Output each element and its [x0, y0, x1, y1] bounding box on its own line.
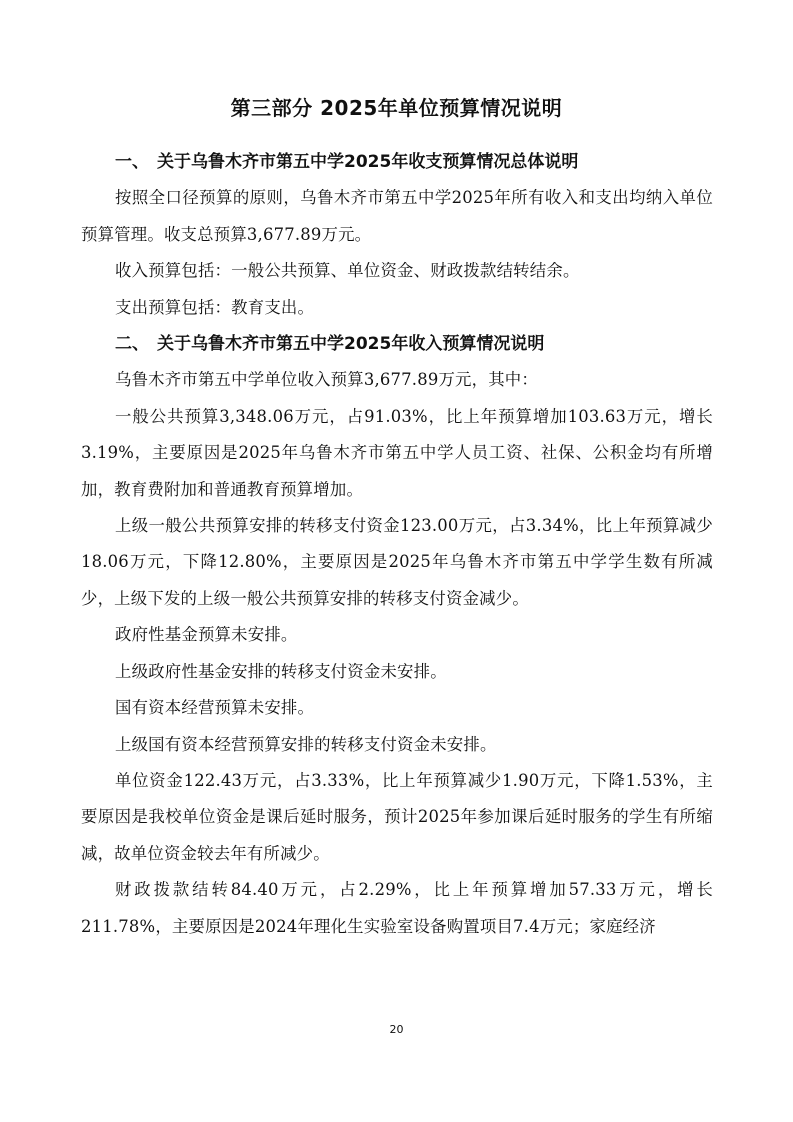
paragraph: 乌鲁木齐市第五中学单位收入预算3,677.89万元，其中： [115, 370, 538, 390]
section-number-1: 一、 [115, 152, 149, 172]
paragraph: 上级政府性基金安排的转移支付资金未安排。 [115, 661, 447, 681]
paragraph: 上级国有资本经营预算安排的转移支付资金未安排。 [115, 734, 497, 754]
paragraph: 财政拨款结转84.40万元，占2.29%，比上年预算增加57.33万元，增长211.78%，主要原因是2024年理化生实验室设备购置项目7.4万元；家庭经济 [81, 880, 713, 936]
section-number-2: 二、 [115, 334, 149, 355]
section-heading-2 [81, 326, 713, 362]
section-heading-1 [81, 144, 713, 180]
document-body [81, 144, 713, 945]
paragraph: 国有资本经营预算未安排。 [115, 698, 315, 718]
paragraph: 支出预算包括：教育支出。 [115, 297, 315, 317]
page-title: 第三部分 2025年单位预算情况说明 [230, 96, 563, 120]
paragraph: 一般公共预算3,348.06万元，占91.03%，比上年预算增加103.63万元，增长3.19%，主要原因是2025年乌鲁木齐市第五中学人员工资、社保、公积金均有所增加，教育费附加和普通教育预算增加。 [81, 406, 713, 499]
section-heading-text-2: 关于乌鲁木齐市第五中学2025年收入预算情况说明 [157, 334, 545, 355]
paragraph: 收入预算包括：一般公共预算、单位资金、财政拨款结转结余。 [115, 261, 580, 281]
paragraph: 单位资金122.43万元，占3.33%，比上年预算减少1.90万元，下降1.53%，主要原因是我校单位资金是课后延时服务，预计2025年参加课后延时服务的学生有所缩减，故单位资金较去年有所减少。 [81, 770, 713, 863]
paragraph: 按照全口径预算的原则，乌鲁木齐市第五中学2025年所有收入和支出均纳入单位预算管理。收支总预算3,677.89万元。 [81, 188, 713, 244]
section-heading-text-1: 关于乌鲁木齐市第五中学2025年收支预算情况总体说明 [157, 152, 579, 172]
page-number: 20 [389, 1023, 404, 1036]
paragraph: 上级一般公共预算安排的转移支付资金123.00万元，占3.34%，比上年预算减少18.06万元，下降12.80%，主要原因是2025年乌鲁木齐市第五中学学生数有所减少，上级下发的上级一般公共预算安排的转移支付资金减少。 [81, 516, 713, 608]
paragraph: 政府性基金预算未安排。 [115, 625, 298, 645]
